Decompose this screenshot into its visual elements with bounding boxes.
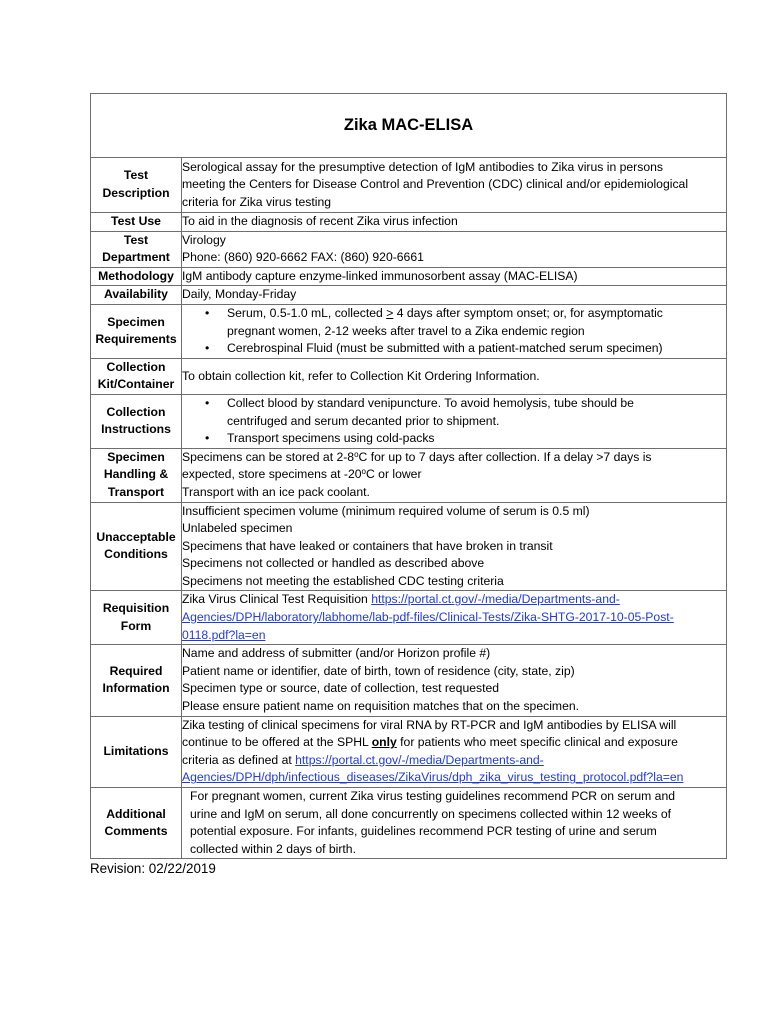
text-line bbox=[182, 627, 726, 645]
label-test-use: Test Use bbox=[91, 213, 182, 232]
list-item: • Serum, 0.5-1.0 mL, collected > 4 days after symptom onset; or, for asymptomatic pregnant women, 2-12 weeks after travel to a Zika endemic region bbox=[182, 305, 726, 340]
text-line: Unlabeled specimen bbox=[182, 521, 293, 536]
text-line: Zika Virus Clinical Test Requisition https://portal.ct.gov/-/media/Departments-and- bbox=[182, 592, 620, 607]
test-info-table bbox=[90, 93, 727, 859]
requisition-link[interactable]: 0118.pdf?la=en bbox=[182, 627, 266, 642]
value-collection-kit: To obtain collection kit, refer to Collection Kit Ordering Information. bbox=[182, 358, 727, 394]
text-line: Serological assay for the presumptive detection of IgM antibodies to Zika virus in persons bbox=[182, 159, 663, 174]
label-collection-kit: Collection Kit/Container bbox=[91, 358, 182, 394]
value-methodology: IgM antibody capture enzyme-linked immunosorbent assay (MAC-ELISA) bbox=[182, 267, 727, 286]
row-additional-comments bbox=[91, 788, 727, 859]
text-line bbox=[182, 609, 726, 627]
value-availability: Daily, Monday-Friday bbox=[182, 286, 727, 305]
row-test-description bbox=[91, 158, 727, 213]
text-line: potential exposure. For infants, guidelines recommend PCR testing of urine and serum bbox=[190, 824, 657, 839]
list-item: • Cerebrospinal Fluid (must be submitted with a patient-matched serum specimen) bbox=[182, 340, 726, 358]
row-required-information bbox=[91, 645, 727, 716]
value-test-use: To aid in the diagnosis of recent Zika virus infection bbox=[182, 213, 727, 232]
value-collection-instructions bbox=[182, 394, 727, 448]
value-test-description bbox=[182, 158, 727, 213]
label-additional-comments: Additional Comments bbox=[91, 788, 182, 859]
text-line: continue to be offered at the SPHL only for patients who meet specific clinical and exposure bbox=[182, 735, 678, 750]
label-required-information: Required Information bbox=[91, 645, 182, 716]
text-line bbox=[182, 769, 726, 787]
value-specimen-handling bbox=[182, 448, 727, 502]
value-specimen-requirements bbox=[182, 304, 727, 358]
label-test-department: Test Department bbox=[91, 231, 182, 267]
text-line: Name and address of submitter (and/or Horizon profile #) bbox=[182, 646, 491, 661]
text-line: expected, store specimens at -20$^o$C or lower bbox=[182, 467, 422, 482]
row-availability bbox=[91, 286, 727, 305]
protocol-link[interactable]: https://portal.ct.gov/-/media/Departments-and- bbox=[295, 752, 544, 767]
row-requisition-form bbox=[91, 591, 727, 645]
label-methodology: Methodology bbox=[91, 267, 182, 286]
label-unacceptable-conditions: Unacceptable Conditions bbox=[91, 502, 182, 591]
department-phone: Phone: (860) 920-6662 FAX: (860) 920-6661 bbox=[182, 250, 424, 265]
requirements-list bbox=[182, 305, 726, 358]
row-collection-instructions bbox=[91, 394, 727, 448]
text-line: Specimens not collected or handled as described above bbox=[182, 556, 485, 571]
text-line: Specimen type or source, date of collection, test requested bbox=[182, 681, 500, 696]
list-item: • Transport specimens using cold-packs bbox=[182, 430, 726, 448]
text-line: Specimens that have leaked or containers that have broken in transit bbox=[182, 538, 553, 553]
text-line: criteria as defined at https://portal.ct.gov/-/media/Departments-and- bbox=[182, 752, 544, 767]
instructions-list bbox=[182, 395, 726, 448]
label-limitations: Limitations bbox=[91, 716, 182, 787]
department-name: Virology bbox=[182, 232, 226, 247]
row-methodology bbox=[91, 267, 727, 286]
row-test-department bbox=[91, 231, 727, 267]
value-test-department bbox=[182, 231, 727, 267]
text-line: Patient name or identifier, date of birth, town of residence (city, state, zip) bbox=[182, 663, 575, 678]
text-line: Insufficient specimen volume (minimum required volume of serum is 0.5 ml) bbox=[182, 503, 590, 518]
label-specimen-requirements: Specimen Requirements bbox=[91, 304, 182, 358]
title-row bbox=[91, 94, 727, 158]
row-unacceptable-conditions bbox=[91, 502, 727, 591]
requisition-link[interactable]: Agencies/DPH/laboratory/labhome/lab-pdf-files/Clinical-Tests/Zika-SHTG-2017-10-05-Post- bbox=[182, 610, 674, 625]
text-line: meeting the Centers for Disease Control and Prevention (CDC) clinical and/or epidemiological bbox=[182, 177, 689, 192]
text-line: Specimens not meeting the established CDC testing criteria bbox=[182, 573, 504, 588]
label-requisition-form: Requisition Form bbox=[91, 591, 182, 645]
text-line: Transport with an ice pack coolant. bbox=[182, 484, 370, 499]
row-collection-kit bbox=[91, 358, 727, 394]
text-line: collected within 2 days of birth. bbox=[190, 841, 356, 856]
text-line: Please ensure patient name on requisition matches that on the specimen. bbox=[182, 699, 580, 714]
label-specimen-handling: Specimen Handling & Transport bbox=[91, 448, 182, 502]
row-specimen-requirements bbox=[91, 304, 727, 358]
requisition-link[interactable]: https://portal.ct.gov/-/media/Departments-and- bbox=[371, 592, 620, 607]
value-additional-comments bbox=[182, 788, 727, 859]
value-limitations bbox=[182, 716, 727, 787]
text-line: urine and IgM on serum, all done concurrently on specimens collected within 12 weeks of bbox=[190, 806, 671, 821]
text-line: criteria for Zika virus testing bbox=[182, 194, 331, 209]
greater-equal-symbol: > bbox=[386, 305, 394, 320]
text-line: Specimens can be stored at 2-8$^o$C for up to 7 days after collection. If a delay >7 days is bbox=[182, 449, 652, 464]
row-test-use bbox=[91, 213, 727, 232]
value-requisition-form bbox=[182, 591, 727, 645]
label-test-description: Test Description bbox=[91, 158, 182, 213]
value-unacceptable-conditions bbox=[182, 502, 727, 591]
document-sheet bbox=[90, 93, 726, 876]
text-line: Zika testing of clinical specimens for viral RNA by RT-PCR and IgM antibodies by ELISA will bbox=[182, 717, 677, 732]
text-line: For pregnant women, current Zika virus testing guidelines recommend PCR on serum and bbox=[190, 789, 676, 803]
protocol-link[interactable]: Agencies/DPH/dph/infectious_diseases/ZikaVirus/dph_zika_virus_testing_protocol.pdf?la=en bbox=[182, 770, 684, 785]
label-collection-instructions: Collection Instructions bbox=[91, 394, 182, 448]
label-availability: Availability bbox=[91, 286, 182, 305]
row-specimen-handling bbox=[91, 448, 727, 502]
list-item: • Collect blood by standard venipuncture. To avoid hemolysis, tube should be centrifuged and serum decanted prior to shipment. bbox=[182, 395, 726, 430]
emphasis-only: only bbox=[371, 735, 397, 750]
document-title: Zika MAC-ELISA bbox=[91, 94, 727, 158]
row-limitations bbox=[91, 716, 727, 787]
degree-mark: o bbox=[354, 449, 359, 459]
degree-mark: o bbox=[361, 467, 366, 477]
value-required-information bbox=[182, 645, 727, 716]
revision-date: Revision: 02/22/2019 bbox=[90, 861, 216, 877]
